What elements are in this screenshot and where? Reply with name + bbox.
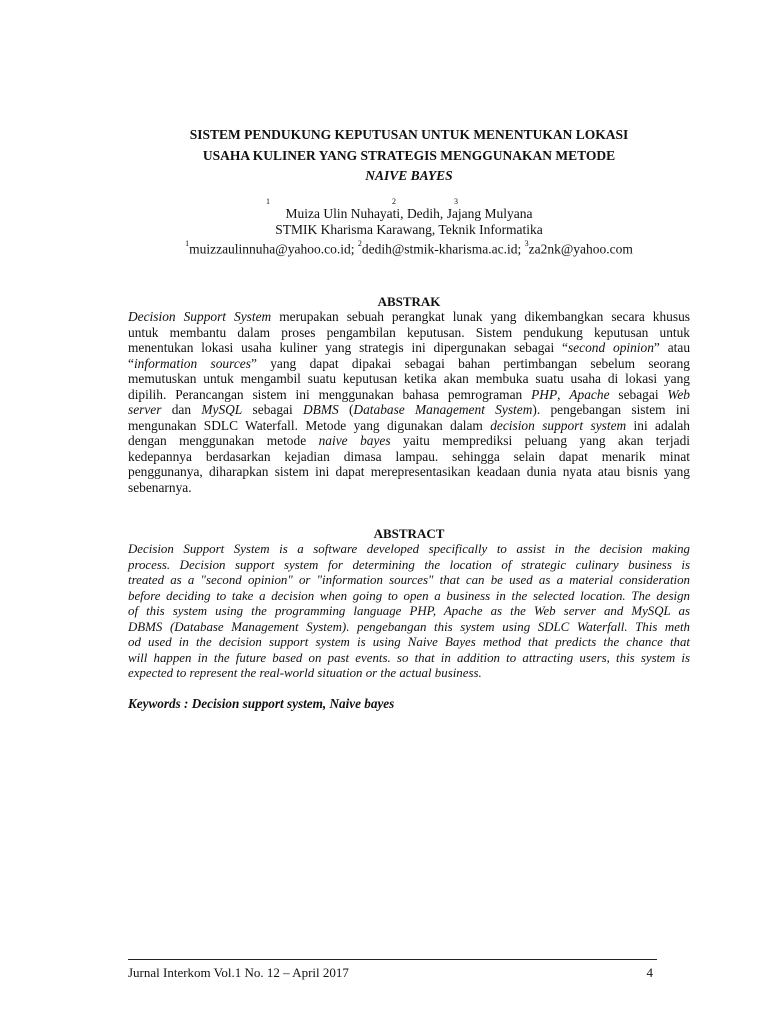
- author-name-1: Muiza Ulin Nuhayati,: [285, 206, 404, 221]
- abstrak-text: kedepannya berdasarkan kejadian dimasa lampau. sehingga selain dapat menarik minat: [128, 448, 690, 464]
- abstrak-body: [128, 309, 690, 495]
- email-sup-2: 2: [357, 239, 362, 248]
- abstrak-text: (: [338, 402, 354, 417]
- abstract-line: of this system using the programming language PHP, Apache as the Web server and MySQL as: [128, 604, 690, 618]
- abstrak-line: [128, 340, 690, 356]
- title-line-3: NAIVE BAYES: [365, 168, 453, 183]
- abstrak-line: [128, 402, 690, 418]
- abstrak-text: memutuskan untuk mengambil suatu keputusan ketika akan membuka suatu usaha di lokasi yang: [128, 371, 690, 386]
- footer-divider: [128, 959, 657, 960]
- abstract-line: DBMS (Database Management System). pengebangan this system using SDLC Waterfall. This meth: [128, 619, 690, 634]
- abstrak-line: [128, 356, 690, 372]
- abstract-line: process. Decision support system for determining the location of strategic culinary business is: [128, 557, 690, 572]
- title-line-1: SISTEM PENDUKUNG KEPUTUSAN UNTUK MENENTUKAN LOKASI: [189, 127, 629, 142]
- abstrak-italic-term: information sources: [133, 355, 251, 371]
- author-email-3: za2nk@yahoo.com: [528, 241, 633, 257]
- author-names: [128, 206, 690, 222]
- author-name-2: Dedih,: [406, 206, 444, 221]
- abstrak-italic-term: server: [128, 402, 162, 417]
- abstract-body: [128, 542, 690, 682]
- author-email-2: dedih@stmik-kharisma.ac.id;: [361, 241, 522, 257]
- abstrak-text: sebagai: [609, 386, 668, 402]
- author-name-3: Jajang Mulyana: [446, 206, 533, 221]
- abstrak-heading: ABSTRAK: [377, 294, 441, 309]
- abstrak-italic-term: second opinion: [567, 340, 654, 355]
- footer-journal: Jurnal Interkom Vol.1 No. 12 – April 2017: [128, 965, 349, 980]
- author-email-1: muizzaulinnuha@yahoo.co.id;: [189, 241, 355, 257]
- abstrak-text: penggunanya, diharapkan sistem ini dapat merepresentasikan keadaan dunia nyata atau bisnis yang: [128, 464, 690, 479]
- abstrak-text: dengan menggunakan metode: [128, 433, 319, 448]
- abstrak-text: dan: [161, 402, 202, 417]
- abstrak-text: untuk membantu dalam proses pengambilan keputusan. Sistem pendukung keputusan untuk: [128, 324, 690, 340]
- footer-page-number: 4: [646, 965, 653, 980]
- email-sup-1: 1: [185, 239, 190, 248]
- abstract-line: Decision Support System is a software developed specifically to assist in the decision making: [128, 542, 690, 556]
- page-footer: [128, 965, 653, 981]
- abstrak-text: sebagai: [242, 402, 303, 417]
- abstrak-italic-term: DBMS: [302, 402, 339, 417]
- author-superscripts: [128, 198, 690, 206]
- abstrak-line: [128, 449, 690, 465]
- abstrak-line: [128, 433, 690, 449]
- title-line-2: USAHA KULINER YANG STRATEGIS MENGGUNAKAN METODE: [202, 147, 616, 163]
- abstrak-line: [128, 480, 690, 496]
- abstrak-text: ini adalah: [626, 417, 690, 433]
- abstrak-text: ” atau: [653, 340, 691, 355]
- author-affiliation: STMIK Kharisma Karawang, Teknik Informatika: [275, 222, 543, 237]
- paper-title: [128, 125, 690, 187]
- abstrak-text: sebenarnya.: [128, 479, 192, 495]
- abstrak-text: menentukan lokasi usaha kuliner yang strategis ini dipergunakan sebagai “: [128, 340, 568, 355]
- abstract-line: treated as a "second opinion" or "information sources" that can be used as a material consideration: [128, 573, 690, 587]
- abstrak-italic-term: Apache: [569, 386, 610, 402]
- abstrak-text: mengunakan SDLC Waterfall. Metode yang digunakan dalam: [128, 417, 491, 433]
- author-sup-2: 2: [392, 197, 396, 206]
- abstrak-italic-term: Web: [667, 386, 690, 402]
- keywords: Keywords : Decision support system, Naive bayes: [128, 696, 395, 711]
- abstrak-italic-term: naive bayes: [318, 433, 391, 448]
- abstrak-text: ” yang dapat dipakai sebagai bahan pertimbangan sebelum seorang: [250, 355, 690, 371]
- author-sup-3: 3: [454, 197, 458, 206]
- abstract-line: before deciding to take a decision when going to open a business in the selected location. The design: [128, 588, 690, 603]
- abstract-line: expected to represent the real-world situation or the actual business.: [128, 666, 482, 680]
- abstrak-italic-term: Decision Support System: [128, 309, 272, 324]
- abstrak-text: merupakan sebuah perangkat lunak yang dikembangkan secara khusus: [271, 309, 690, 324]
- author-emails: [128, 238, 690, 258]
- abstract-line: will happen in the future based on past events. so that in addition to attracting users, this system is: [128, 650, 690, 665]
- abstrak-line: [128, 418, 690, 434]
- abstrak-line: [128, 387, 690, 403]
- author-block: [128, 198, 690, 258]
- abstrak-line: [128, 325, 690, 341]
- email-sup-3: 3: [524, 239, 529, 248]
- abstrak-text: ). pengebangan sistem ini: [532, 402, 690, 417]
- abstrak-text: ,: [557, 386, 570, 402]
- abstract-heading: ABSTRACT: [373, 526, 445, 541]
- abstract-line: od used in the decision support system is using Naive Bayes method that predicts the chance that: [128, 635, 690, 649]
- abstrak-line: [128, 309, 690, 325]
- abstrak-line: [128, 464, 690, 480]
- abstrak-italic-term: PHP: [531, 386, 558, 402]
- abstrak-italic-term: MySQL: [201, 402, 243, 417]
- abstrak-text: “: [128, 355, 134, 371]
- abstrak-text: dipilih. Perancangan sistem ini menggunakan bahasa pemrograman: [128, 386, 532, 402]
- abstrak-line: [128, 371, 690, 387]
- abstrak-italic-term: Database Management System: [353, 402, 533, 417]
- abstrak-italic-term: decision support system: [490, 417, 627, 433]
- abstrak-text: yaitu memprediksi peluang yang akan terjadi: [390, 433, 690, 448]
- author-sup-1: 1: [266, 197, 270, 206]
